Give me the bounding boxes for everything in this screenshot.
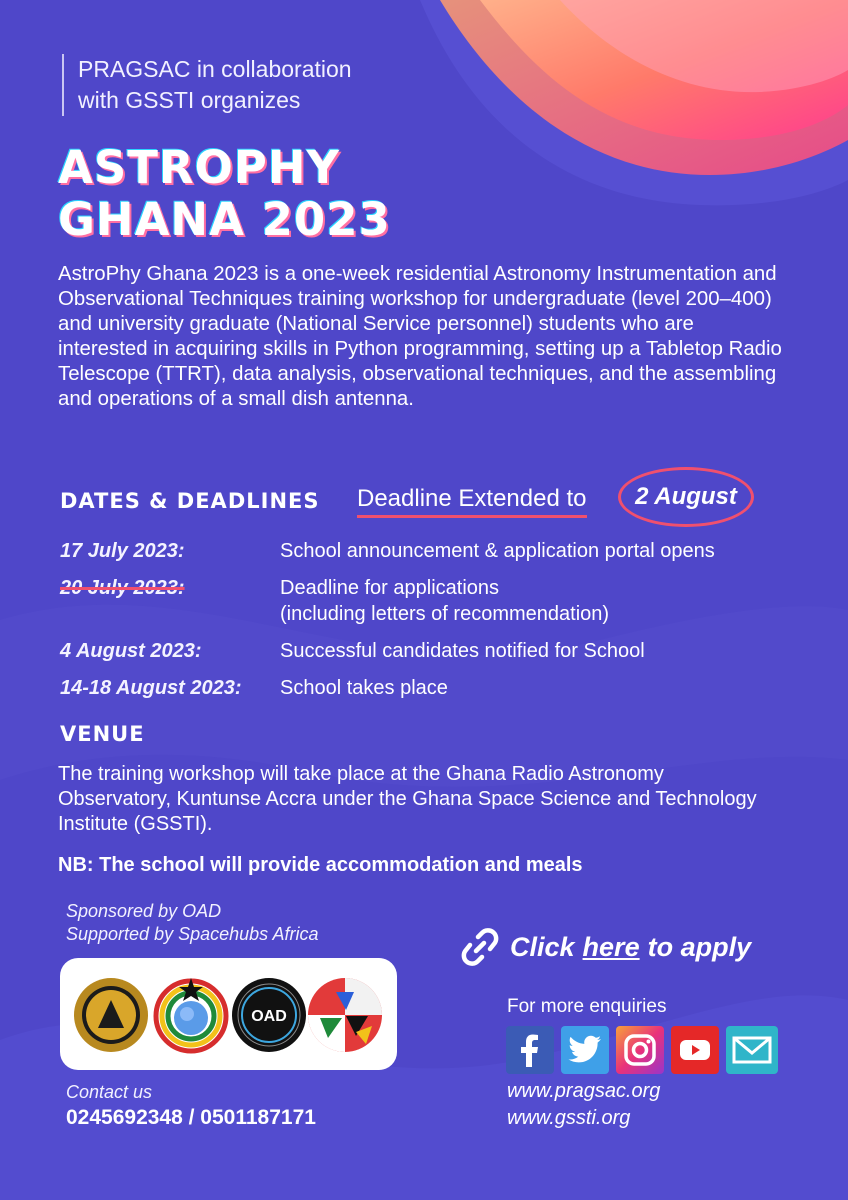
sponsored-by: Sponsored by OAD xyxy=(66,901,222,921)
contact-label: Contact us xyxy=(66,1082,153,1102)
intro-line-2: with GSSTI organizes xyxy=(78,87,301,113)
date-row xyxy=(60,675,820,701)
date-event-subtext: (including letters of recommendation) xyxy=(280,603,610,625)
deadline-extended-date: 2 August xyxy=(618,467,754,527)
date-event xyxy=(280,538,820,564)
gssti-seal-logo xyxy=(72,976,150,1054)
nb-note: NB: The school will provide accommodation and meals xyxy=(58,854,583,876)
date-event-text: Successful candidates notified for School xyxy=(280,640,645,662)
date-row xyxy=(60,575,820,627)
oad-logo xyxy=(230,976,308,1054)
dates-heading: DATES & DEADLINES xyxy=(60,489,320,513)
venue-text: The training workshop will take place at the Ghana Radio Astronomy Observatory, Kuntunse Accra under the Ghana Space Science and Technology Institute (GSSTI). xyxy=(58,763,757,835)
websites xyxy=(507,1078,660,1132)
intro-text xyxy=(62,54,352,116)
event-description: AstroPhy Ghana 2023 is a one-week residential Astronomy Instrumentation and Observational Techniques training workshop for undergraduate (level 200–400) and university graduate (National Service personnel) students who are interested in acquiring skills in Python programming, setting up a Tabletop Radio Telescope (TTRT), data analysis, observational techniques, and the assembling and operations of a small dish antenna. xyxy=(58,263,782,410)
dates-list xyxy=(60,538,820,712)
apply-here-link[interactable]: here xyxy=(582,931,640,962)
facebook-icon[interactable] xyxy=(506,1026,554,1074)
mail-icon[interactable] xyxy=(726,1026,778,1074)
social-icons xyxy=(506,1026,778,1074)
title-line-1: ASTROPHY xyxy=(58,141,341,194)
date-event-text: School announcement & application portal opens xyxy=(280,540,715,562)
enquiries-label: For more enquiries xyxy=(507,996,667,1017)
date-key: 4 August 2023: xyxy=(60,640,202,662)
title-line-2: GHANA 2023 xyxy=(58,193,391,246)
supported-by: Supported by Spacehubs Africa xyxy=(66,924,319,944)
date-event-text: Deadline for applications xyxy=(280,577,500,599)
date-key-struck: 20 July 2023: xyxy=(60,577,185,599)
apply-cta[interactable] xyxy=(458,925,751,969)
sponsors-text xyxy=(66,900,319,946)
instagram-icon[interactable] xyxy=(616,1026,664,1074)
date-key: 14-18 August 2023: xyxy=(60,677,242,699)
apply-prefix: Click xyxy=(510,931,575,962)
date-key: 17 July 2023: xyxy=(60,540,185,562)
spacehubs-africa-logo xyxy=(306,976,384,1054)
date-event xyxy=(280,575,820,627)
apply-suffix: to apply xyxy=(647,931,752,962)
venue-heading: VENUE xyxy=(60,722,145,746)
date-event xyxy=(280,675,820,701)
youtube-icon[interactable] xyxy=(671,1026,719,1074)
oad-logo-text: OAD xyxy=(251,1008,287,1025)
website-gssti-link[interactable]: www.gssti.org xyxy=(507,1107,631,1129)
logo-panel xyxy=(60,958,397,1070)
date-event-text: School takes place xyxy=(280,677,448,699)
event-title xyxy=(58,142,391,246)
date-row xyxy=(60,638,820,664)
link-icon xyxy=(458,925,502,969)
intro-line-1: PRAGSAC in collaboration xyxy=(78,56,352,82)
date-event xyxy=(280,638,820,664)
deadline-extended-label: Deadline Extended to xyxy=(357,485,587,518)
website-pragsac-link[interactable]: www.pragsac.org xyxy=(507,1080,661,1102)
twitter-icon[interactable] xyxy=(561,1026,609,1074)
ghana-star-emblem-logo xyxy=(152,976,230,1054)
contact-phones: 0245692348 / 0501187171 xyxy=(66,1106,316,1129)
date-row xyxy=(60,538,820,564)
